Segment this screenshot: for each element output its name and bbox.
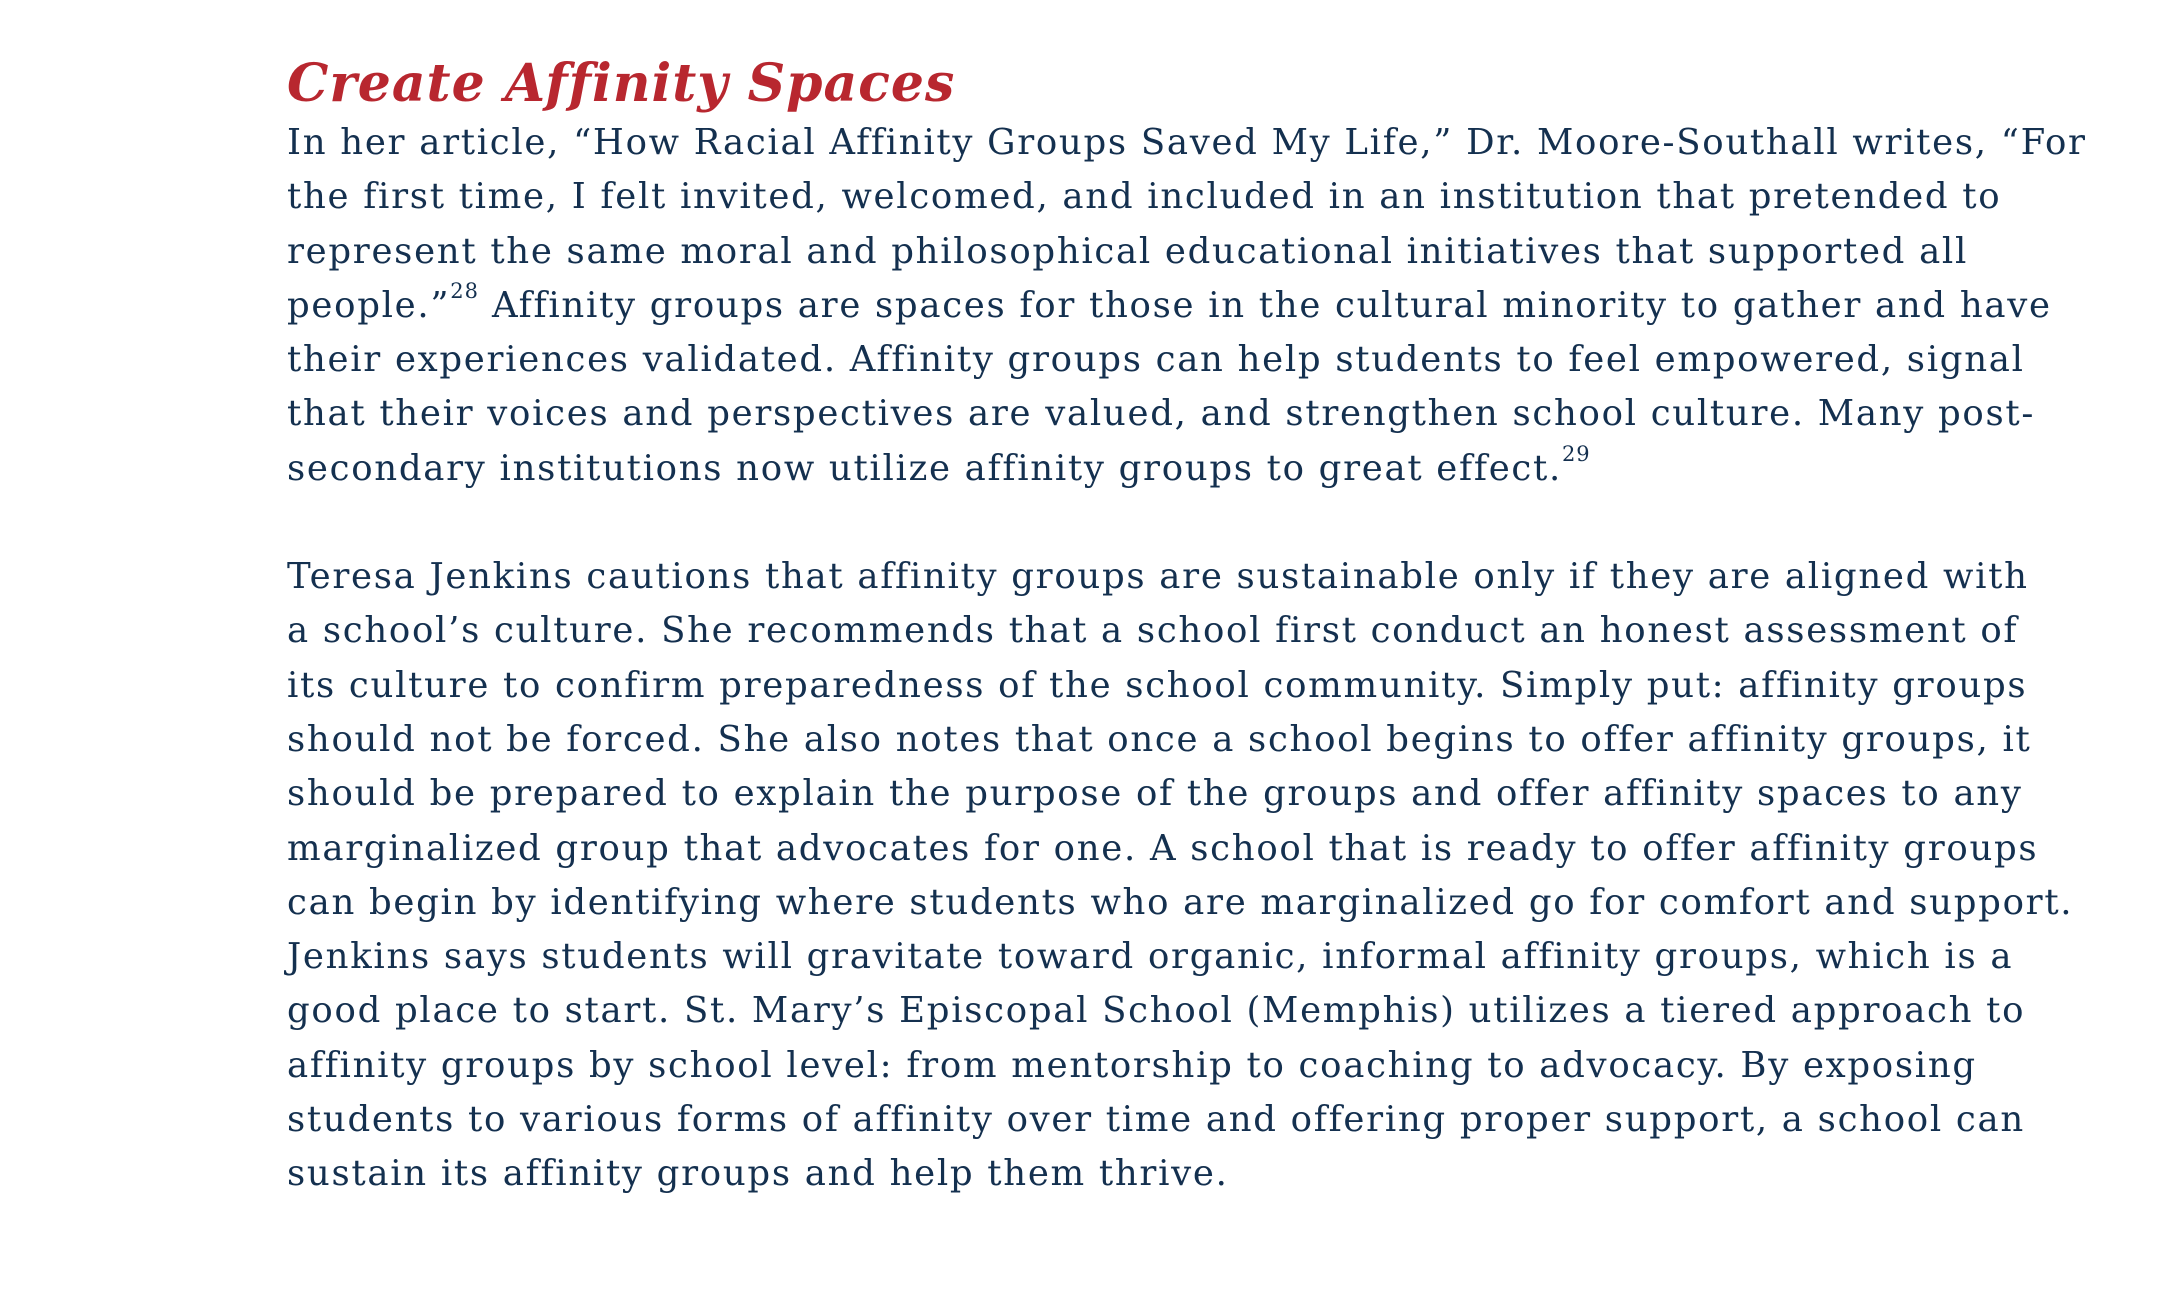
paragraph-line: their experiences validated. Affinity groups can help students to feel empowered, signal bbox=[287, 339, 2025, 381]
paragraph-line: its culture to confirm preparedness of the school community. Simply put: affinity groups bbox=[287, 664, 2028, 706]
paragraph-line: Jenkins says students will gravitate toward organic, informal affinity groups, which is a bbox=[287, 936, 2014, 978]
paragraph-line: In her article, “How Racial Affinity Groups Saved My Life,” Dr. Moore-Southall writes, “For bbox=[287, 122, 2087, 163]
paragraph-line: should not be forced. She also notes that once a school begins to offer affinity groups, it bbox=[287, 718, 2032, 760]
section-heading: Create Affinity Spaces bbox=[287, 53, 956, 114]
paragraph-moore-southall bbox=[287, 116, 2127, 496]
line-segment: Affinity groups are spaces for those in the cultural minority to gather and have bbox=[478, 284, 2052, 326]
paragraph-line: should be prepared to explain the purpose of the groups and offer affinity spaces to any bbox=[287, 773, 2023, 815]
paragraph-line: good place to start. St. Mary’s Episcopal School (Memphis) utilizes a tiered approach to bbox=[287, 990, 2026, 1032]
line-segment: people.” bbox=[287, 284, 451, 326]
paragraph-line: a school’s culture. She recommends that a school first conduct an honest assessment of bbox=[287, 610, 2019, 652]
footnote-marker-29: 29 bbox=[1561, 441, 1591, 466]
paragraph-line: can begin by identifying where students who are marginalized go for comfort and support. bbox=[287, 881, 2074, 923]
line-segment: secondary institutions now utilize affinity groups to great effect. bbox=[287, 447, 1562, 489]
paragraph-line: represent the same moral and philosophical educational initiatives that supported all bbox=[287, 230, 1969, 272]
paragraph-line: the first time, I felt invited, welcomed, and included in an institution that pretended to bbox=[287, 176, 2002, 218]
paragraph-line: that their voices and perspectives are valued, and strengthen school culture. Many post- bbox=[287, 393, 2036, 435]
document-page bbox=[287, 52, 2127, 1202]
paragraph-line: Teresa Jenkins cautions that affinity groups are sustainable only if they are aligned with bbox=[287, 556, 2029, 598]
paragraph-line: students to various forms of affinity over time and offering proper support, a school can bbox=[287, 1099, 2025, 1141]
paragraph-line bbox=[287, 442, 2127, 496]
paragraph-line: sustain its affinity groups and help them thrive. bbox=[287, 1153, 1229, 1195]
paragraph-line: affinity groups by school level: from mentorship to coaching to advocacy. By exposing bbox=[287, 1044, 1977, 1086]
paragraph-line bbox=[287, 279, 2127, 333]
footnote-marker-28: 28 bbox=[450, 278, 479, 303]
paragraph-jenkins bbox=[287, 550, 2127, 1202]
paragraph-line: marginalized group that advocates for one. A school that is ready to offer affinity groups bbox=[287, 827, 2039, 869]
